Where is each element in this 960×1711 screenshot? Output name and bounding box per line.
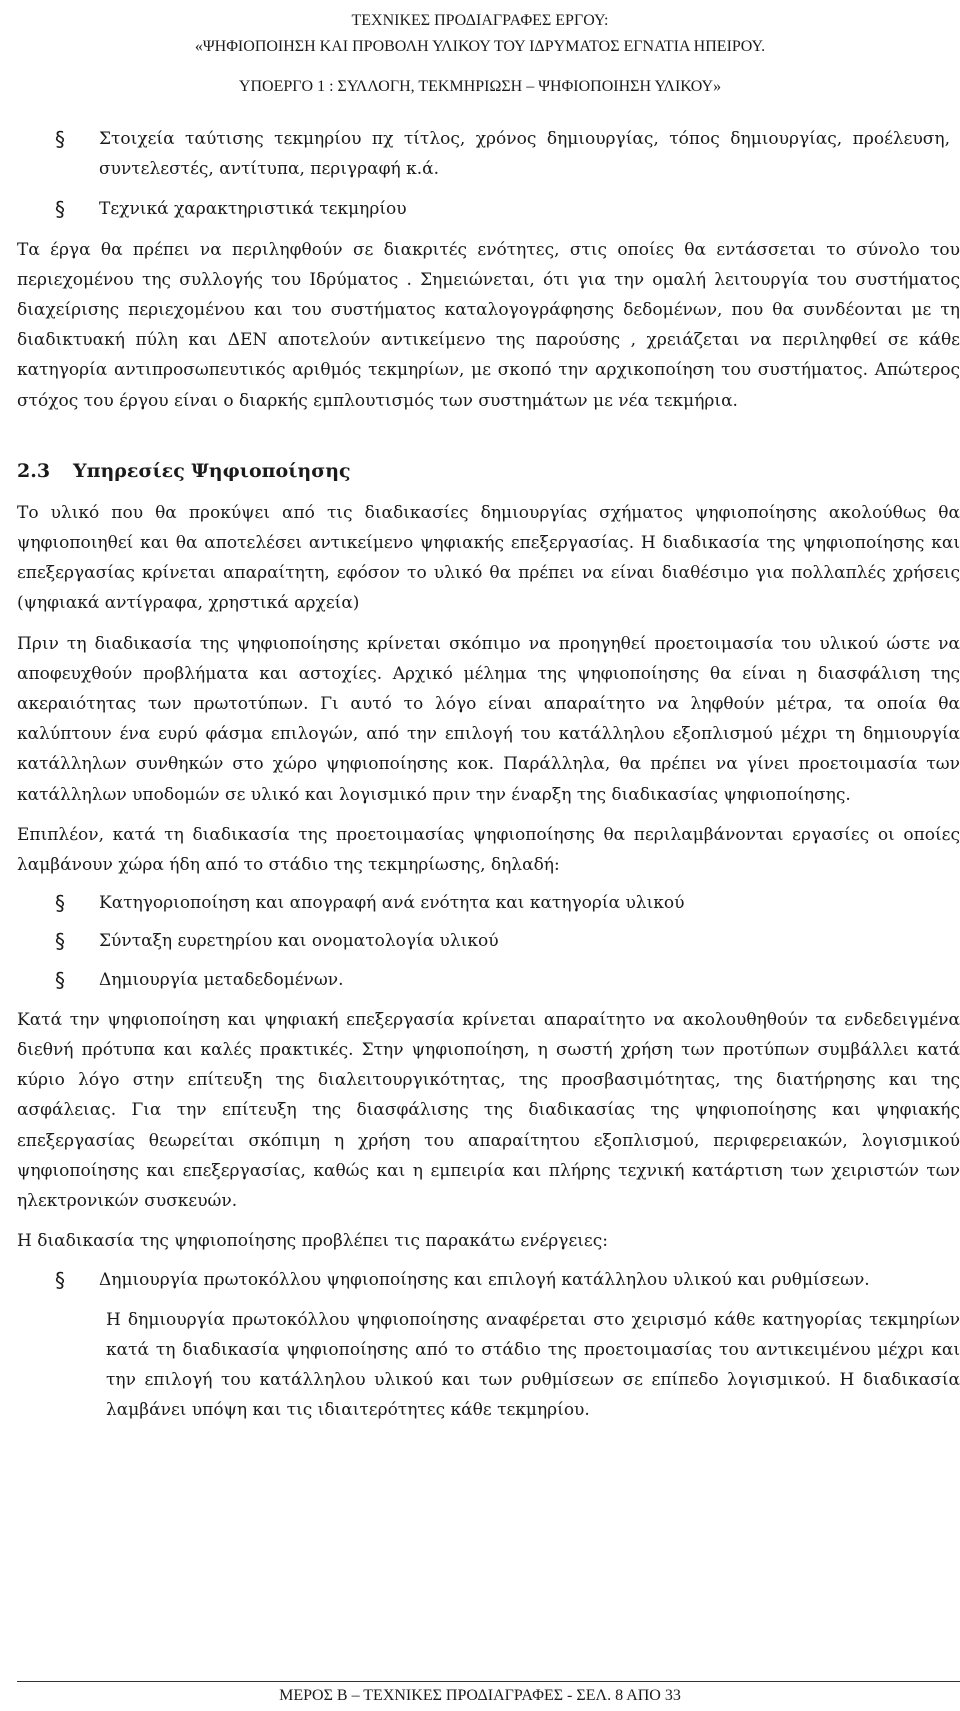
section-sign-bullet-icon: § xyxy=(55,127,65,151)
body-paragraph: Το υλικό που θα προκύψει από τις διαδικασίες δημιουργίας σχήματος ψηφιοποίησης ακολούθως θα ψηφιοποιηθεί και θα αποτελέσει αντικείμενο ψηφιακής επεξεργασίας. Η διαδικασία της ψηφιοποίησης και επεξεργασίας κρίνεται απαραίτητη, εφόσον το υλικό θα πρέπει να είναι διαθέσιμο για πολλαπλές χρήσεις (ψηφιακά αντίγραφα, χρηστικά αρχεία) xyxy=(17,502,960,614)
list-item xyxy=(17,124,950,184)
section-sign-bullet-icon: § xyxy=(55,197,65,222)
page-header xyxy=(0,8,960,100)
header-line-2: «ΨΗΦΙΟΠΟΙΗΣΗ ΚΑΙ ΠΡΟΒΟΛΗ ΥΛΙΚΟΥ ΤΟΥ ΙΔΡΥΜΑΤΟΣ ΕΓΝΑΤΙΑ ΗΠΕΙΡΟΥ. xyxy=(194,38,766,55)
body-paragraph: Η διαδικασία της ψηφιοποίησης προβλέπει τις παρακάτω ενέργειες: xyxy=(17,1231,608,1252)
section-sign-bullet-icon: § xyxy=(55,891,65,916)
list-item xyxy=(17,194,950,224)
list-item-text: Δημιουργία πρωτοκόλλου ψηφιοποίησης και επιλογή κατάλληλου υλικού και ρυθμίσεων. xyxy=(99,1269,870,1290)
section-sign-bullet-icon: § xyxy=(55,967,65,992)
body-paragraph: Κατά την ψηφιοποίηση και ψηφιακή επεξεργασία κρίνεται απαραίτητο να ακολουθηθούν τα ενδεδειγμένα διεθνή πρότυπα και καλές πρακτικές. Στην ψηφιοποίηση, η σωστή χρήση των προτύπων συμβάλλει κατά κύριο λόγο στην επίτευξη της διαλειτουργικότητας, της προσβασιμότητας, της διατήρησης και της ασφάλειας. Για την επίτευξη της διασφάλισης της διαδικασίας της ψηφιοποίησης και ψηφιακής επεξεργασίας θεωρείται σκόπιμη η χρήση του απαραίτητου εξοπλισμού, περιφερειακών, λογισμικού ψηφιοποίησης και επεξεργασίας, καθώς και η εμπειρία και πλήρης τεχνική κατάρτιση των χειριστών των ηλεκτρονικών συσκευών. xyxy=(17,1009,960,1212)
list-item-text: Σύνταξη ευρετηρίου και ονοματολογία υλικού xyxy=(99,931,499,952)
section-title: Υπηρεσίες Ψηφιοποίησης xyxy=(73,459,351,482)
list-item xyxy=(17,888,950,918)
body-paragraph: Πριν τη διαδικασία της ψηφιοποίησης κρίνεται σκόπιμο να προηγηθεί προετοιμασία του υλικού ώστε να αποφευχθούν προβλήματα και αστοχίες. Αρχικό μέλημα της ψηφιοποίησης θα είναι η διασφάλιση της ακεραιότητας των πρωτοτύπων. Γι αυτό το λόγο είναι απαραίτητο να ληφθούν μέτρα, τα οποία θα καλύπτουν ένα ευρύ φάσμα επιλογών, από την επιλογή του κατάλληλου εξοπλισμού μέχρι τη δημιουργία κατάλληλων συνθηκών στο χώρο ψηφιοποίησης κοκ. Παράλληλα, θα πρέπει να γίνει προετοιμασία των κατάλληλων υποδομών σε υλικό και λογισμικό πριν την έναρξη της διαδικασίας ψηφιοποίησης. xyxy=(17,633,960,805)
list-item xyxy=(17,926,950,956)
list-item-text: Δημιουργία μεταδεδομένων. xyxy=(99,969,344,990)
body-paragraph: Τα έργα θα πρέπει να περιληφθούν σε διακριτές ενότητες, στις οποίες θα εντάσσεται το σύνολο του περιεχομένου της συλλογής του Ιδρύματος . Σημειώνεται, ότι για την ομαλή λειτουργία του συστήματος διαχείρισης περιεχομένου και του συστήματος καταλογογράφησης δεδομένων, που θα συνδέονται με τη διαδικτυακή πύλη και ΔΕΝ αποτελούν αντικείμενο της παρούσης , χρειάζεται να περιληφθεί σε κάθε κατηγορία αντιπροσωπευτικός αριθμός τεκμηρίων, με σκοπό την αρχικοποίηση του συστήματος. Απώτερος στόχος του έργου είναι ο διαρκής εμπλουτισμός των συστημάτων με νέα τεκμήρια. xyxy=(17,239,960,411)
section-number: 2.3 xyxy=(17,459,51,482)
list-item xyxy=(17,1265,950,1295)
body-paragraph: Επιπλέον, κατά τη διαδικασία της προετοιμασίας ψηφιοποίησης θα περιλαμβάνονται εργασίες οι οποίες λαμβάνουν χώρα ήδη από το στάδιο της τεκμηρίωσης, δηλαδή: xyxy=(17,824,960,876)
header-line-3: ΥΠΟΕΡΓΟ 1 : ΣΥΛΛΟΓΗ, ΤΕΚΜΗΡΙΩΣΗ – ΨΗΦΙΟΠΟΙΗΣΗ ΥΛΙΚΟΥ» xyxy=(238,78,722,95)
list-item xyxy=(17,965,950,995)
list-item-text: Στοιχεία ταύτισης τεκμηρίου πχ τίτλος, χρόνος δημιουργίας, τόπος δημιουργίας, προέλευση, συντελεστές, αντίτυπα, περιγραφή κ.ά. xyxy=(99,129,950,180)
header-line-1: ΤΕΧΝΙΚΕΣ ΠΡΟΔΙΑΓΡΑΦΕΣ ΕΡΓΟΥ: xyxy=(351,12,609,29)
page-footer: ΜΕΡΟΣ Β – ΤΕΧΝΙΚΕΣ ΠΡΟΔΙΑΓΡΑΦΕΣ - ΣΕΛ. 8 ΑΠΟ 33 xyxy=(279,1687,681,1704)
section-sign-bullet-icon: § xyxy=(55,929,65,954)
section-heading xyxy=(17,456,960,486)
footer-divider xyxy=(17,1681,960,1682)
page-content xyxy=(17,124,960,1426)
section-sign-bullet-icon: § xyxy=(55,1267,65,1292)
list-item-text: Κατηγοριοποίηση και απογραφή ανά ενότητα και κατηγορία υλικού xyxy=(99,893,685,914)
indented-paragraph: Η δημιουργία πρωτοκόλλου ψηφιοποίησης αναφέρεται στο χειρισμό κάθε κατηγορίας τεκμηρίων κατά τη διαδικασία ψηφιοποίησης από το στάδιο της προετοιμασίας του αντικειμένου μέχρι και την επιλογή του κατάλληλου υλικού και των ρυθμίσεων σε επίπεδο λογισμικού. Η διαδικασία λαμβάνει υπόψη και τις ιδιαιτερότητες κάθε τεκμηρίου. xyxy=(106,1309,960,1421)
list-item-text: Τεχνικά χαρακτηριστικά τεκμηρίου xyxy=(99,199,407,220)
